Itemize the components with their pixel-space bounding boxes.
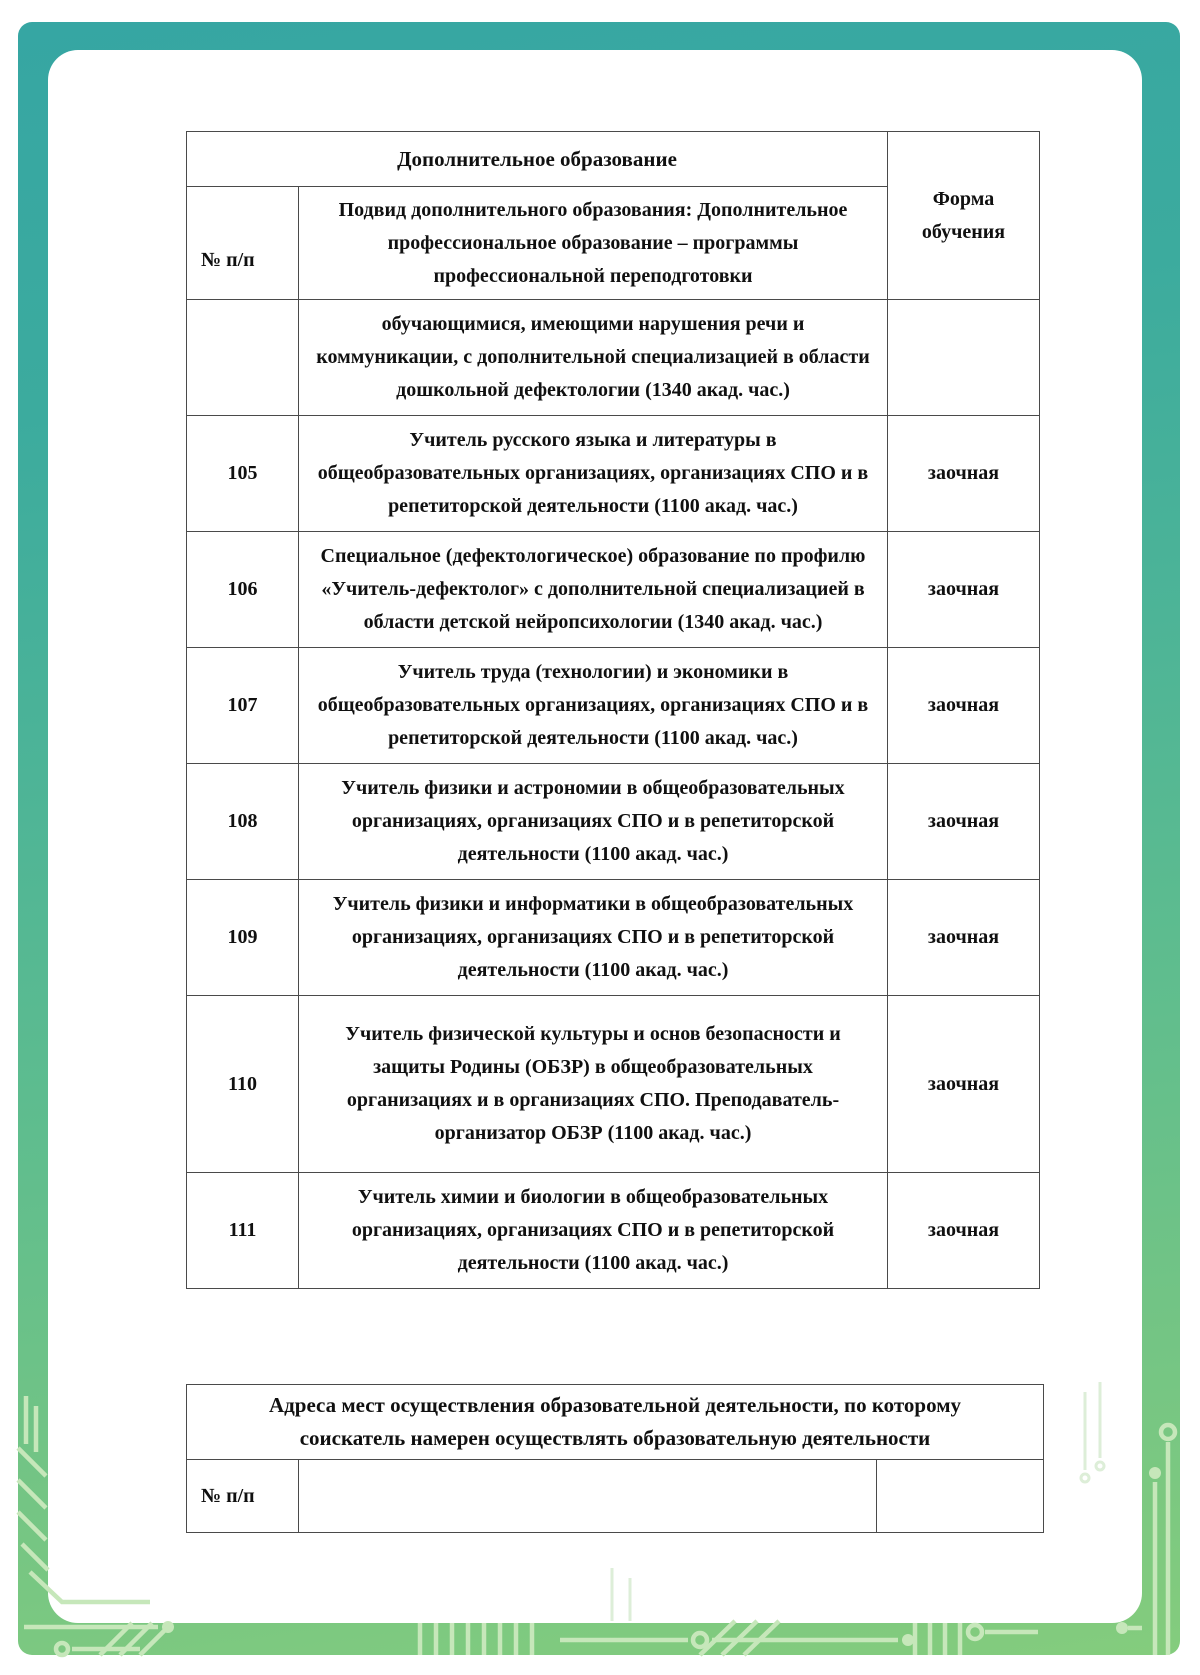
education-table bbox=[186, 131, 1040, 1289]
addresses-empty-cell-right bbox=[877, 1460, 1044, 1533]
row-form: заочная bbox=[888, 1173, 1040, 1289]
column-header-number: № п/п bbox=[187, 187, 299, 300]
row-number: 109 bbox=[187, 880, 299, 996]
row-number: 108 bbox=[187, 764, 299, 880]
education-table-row bbox=[187, 300, 1040, 416]
column-header-form: Форма обучения bbox=[888, 132, 1040, 300]
row-number: 110 bbox=[187, 996, 299, 1173]
addresses-table bbox=[186, 1384, 1044, 1533]
row-program: Учитель физики и информатики в общеобразовательных организациях, организациях СПО и в репетиторской деятельности (1100 акад. час.) bbox=[299, 880, 888, 996]
education-table-row bbox=[187, 416, 1040, 532]
row-number: 105 bbox=[187, 416, 299, 532]
education-table-row bbox=[187, 996, 1040, 1173]
addresses-table-row bbox=[187, 1460, 1044, 1533]
education-table-row bbox=[187, 532, 1040, 648]
row-program: Учитель русского языка и литературы в общеобразовательных организациях, организациях СПО и в репетиторской деятельности (1100 акад. час.) bbox=[299, 416, 888, 532]
education-table-row bbox=[187, 880, 1040, 996]
column-header-subtype: Подвид дополнительного образования: Дополнительное профессиональное образование – программы профессиональной переподготовки bbox=[299, 187, 888, 300]
education-table-row bbox=[187, 764, 1040, 880]
row-number: 106 bbox=[187, 532, 299, 648]
addresses-table-title: Адреса мест осуществления образовательной деятельности, по которому соискатель намерен осуществлять образовательную деятельности bbox=[187, 1385, 1044, 1460]
row-program: Специальное (дефектологическое) образование по профилю «Учитель-дефектолог» с дополнительной специализацией в области детской нейропсихологии (1340 акад. час.) bbox=[299, 532, 888, 648]
row-number: 107 bbox=[187, 648, 299, 764]
row-number: 111 bbox=[187, 1173, 299, 1289]
row-number bbox=[187, 300, 299, 416]
row-program: Учитель физики и астрономии в общеобразовательных организациях, организациях СПО и в репетиторской деятельности (1100 акад. час.) bbox=[299, 764, 888, 880]
education-table-title: Дополнительное образование bbox=[187, 132, 888, 187]
addresses-number-header: № п/п bbox=[187, 1460, 299, 1533]
addresses-table-header-row bbox=[187, 1385, 1044, 1460]
education-table-body bbox=[187, 300, 1040, 1289]
row-program: обучающимися, имеющими нарушения речи и коммуникации, с дополнительной специализацией в области дошкольной дефектологии (1340 акад. час.) bbox=[299, 300, 888, 416]
education-table-row bbox=[187, 648, 1040, 764]
row-program: Учитель химии и биологии в общеобразовательных организациях, организациях СПО и в репетиторской деятельности (1100 акад. час.) bbox=[299, 1173, 888, 1289]
row-form: заочная bbox=[888, 880, 1040, 996]
row-form: заочная bbox=[888, 416, 1040, 532]
row-form: заочная bbox=[888, 532, 1040, 648]
row-form: заочная bbox=[888, 648, 1040, 764]
education-table-row bbox=[187, 1173, 1040, 1289]
row-form: заочная bbox=[888, 996, 1040, 1173]
addresses-empty-cell bbox=[299, 1460, 877, 1533]
education-table-header-row-1 bbox=[187, 132, 1040, 187]
row-form bbox=[888, 300, 1040, 416]
row-form: заочная bbox=[888, 764, 1040, 880]
row-program: Учитель труда (технологии) и экономики в общеобразовательных организациях, организациях СПО и в репетиторской деятельности (1100 акад. час.) bbox=[299, 648, 888, 764]
row-program: Учитель физической культуры и основ безопасности и защиты Родины (ОБЗР) в общеобразовательных организациях и в организациях СПО. Преподаватель-организатор ОБЗР (1100 акад. час.) bbox=[299, 996, 888, 1173]
